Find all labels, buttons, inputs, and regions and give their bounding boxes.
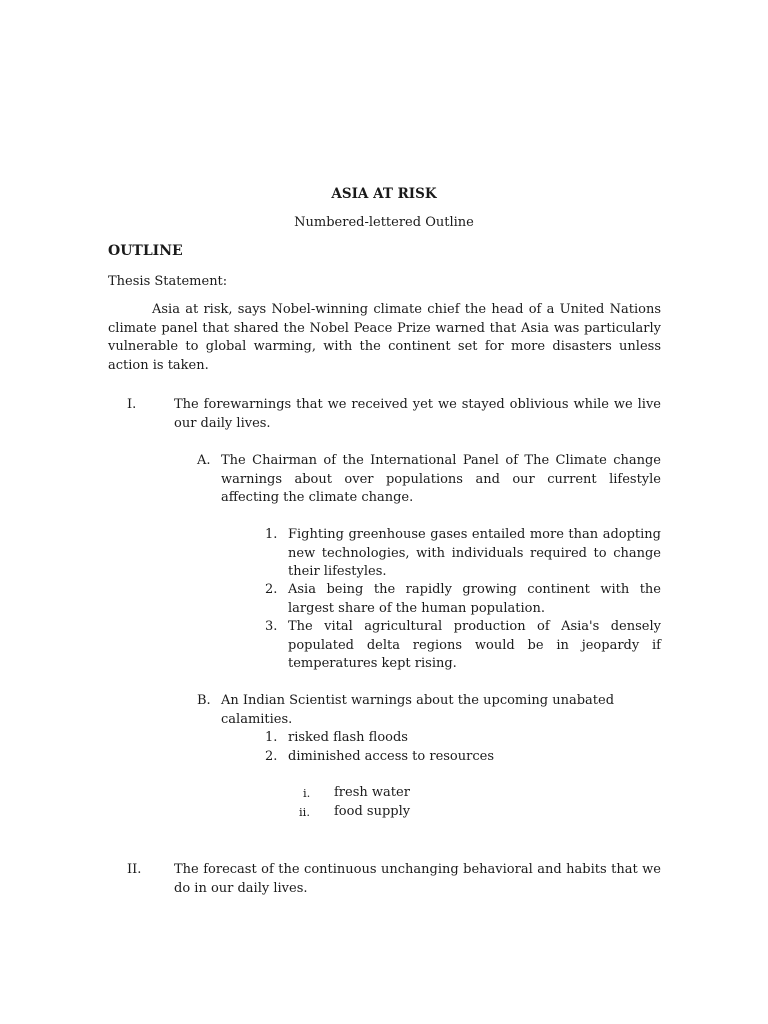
- list-item: risked flash floods: [288, 730, 408, 745]
- section-text: The forewarnings that we received yet we stayed oblivious while we live our daily lives.: [174, 397, 661, 431]
- list-item: diminished access to resources: [288, 749, 494, 764]
- outline-heading: OUTLINE: [108, 243, 183, 259]
- document-subtitle: Numbered-lettered Outline: [294, 215, 474, 230]
- sub-item-number: i.: [303, 786, 311, 800]
- subsection-letter: A.: [197, 453, 211, 468]
- subsection-text: The Chairman of the International Panel of The Climate change warnings about over populations and our current lifestyle affecting the climate change.: [221, 453, 661, 505]
- subsection-text: An Indian Scientist warnings about the upcoming unabated calamities.: [221, 693, 615, 727]
- sub-item: food supply: [334, 804, 411, 819]
- thesis-text: Asia at risk, says Nobel-winning climate chief the head of a United Nations climate panel that shared the Nobel Peace Prize warned that Asia was particularly vulnerable to global warming, with the continent set for more disasters unless action is taken.: [108, 302, 661, 373]
- section-text: The forecast of the continuous unchanging behavioral and habits that we do in our daily lives.: [174, 862, 661, 896]
- document-title: ASIA AT RISK: [331, 186, 437, 202]
- list-item-number: 2.: [265, 749, 278, 764]
- thesis-label: Thesis Statement:: [108, 274, 228, 289]
- list-item-number: 3.: [265, 619, 278, 634]
- list-item: Asia being the rapidly growing continent with the largest share of the human population.: [288, 582, 661, 616]
- list-item-number: 2.: [265, 582, 278, 597]
- list-item: The vital agricultural production of Asia's densely populated delta regions would be in jeopardy if temperatures kept rising.: [288, 619, 661, 671]
- list-item: Fighting greenhouse gases entailed more than adopting new technologies, with individuals required to change their lifestyles.: [288, 527, 661, 579]
- subsection-letter: B.: [197, 693, 211, 708]
- sub-item-number: ii.: [299, 805, 311, 819]
- section-numeral: I.: [127, 397, 137, 412]
- list-item-number: 1.: [265, 527, 278, 542]
- sub-item: fresh water: [334, 785, 410, 800]
- thesis-statement: [108, 301, 661, 375]
- section-numeral: II.: [127, 862, 142, 877]
- list-item-number: 1.: [265, 730, 278, 745]
